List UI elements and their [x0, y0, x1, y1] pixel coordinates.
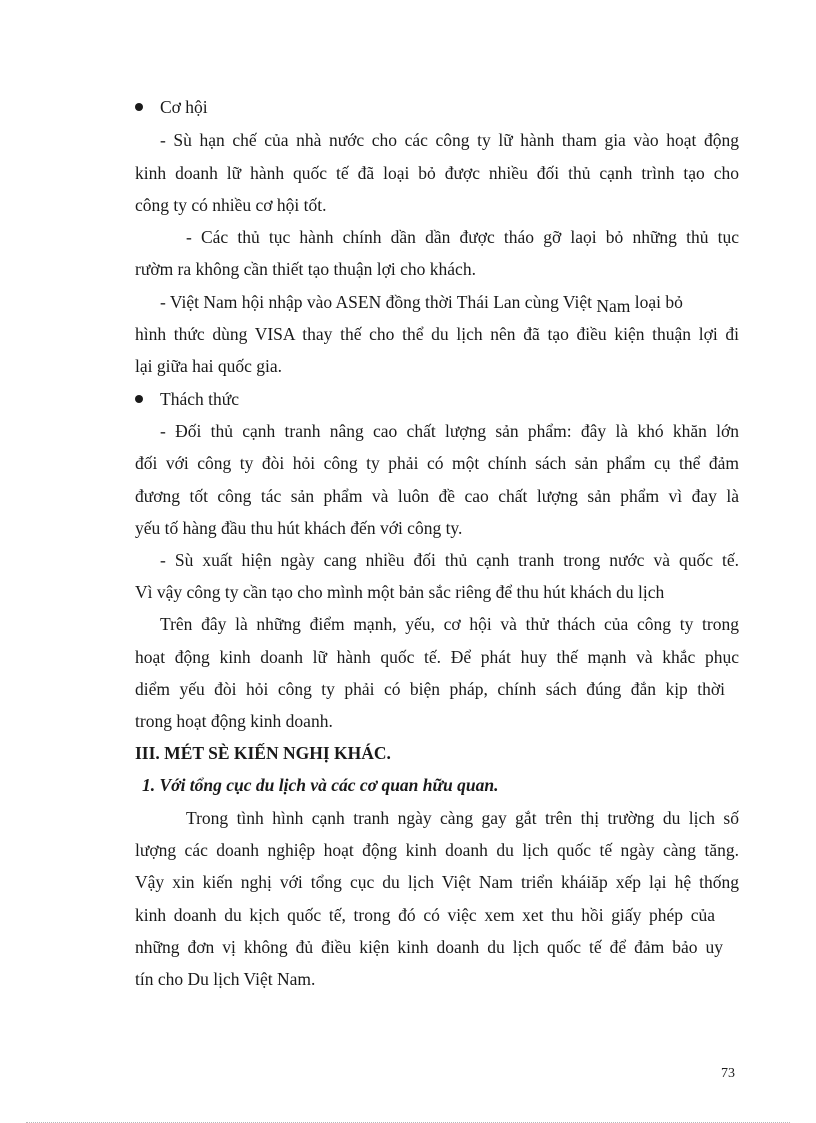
text-line: - Các thủ tục hành chính dần dần được tháo gỡ laọi bỏ những thủ tục — [186, 227, 739, 247]
text-line: - Sù xuất hiện ngày cang nhiều đối thủ cạnh tranh trong nước và quốc tế. — [160, 550, 739, 570]
text-line: - Sù hạn chế của nhà nước cho các công ty lữ hành tham gia vào hoạt động — [160, 130, 739, 150]
text-line: đương tốt công tác sản phẩm và luôn đề cao chất lượng sản phẩm vì đay là — [135, 486, 739, 506]
text-line: những đơn vị không đủ điều kiện kinh doanh du lịch quốc tế để đảm bảo uy — [135, 937, 723, 957]
text-line: kinh doanh du kịch quốc tế, trong đó có việc xem xet thu hồi giấy phép của — [135, 905, 715, 925]
text-line: Trong tình hình cạnh tranh ngày càng gay gắt trên thị trường du lịch số — [186, 808, 739, 828]
text-line: yếu tố hàng đầu thu hút khách đến với công ty. — [135, 518, 463, 538]
text-segment: - Việt Nam hội nhập vào ASEN đồng thời Thái Lan cùng Việt — [160, 292, 592, 312]
text-line: lại giữa hai quốc gia. — [135, 356, 283, 376]
text-segment: Nam — [596, 296, 631, 316]
text-line: hoạt động kinh doanh lữ hành quốc tế. Để phát huy thế mạnh và khắc phục — [135, 647, 739, 667]
text-line: diểm yếu đòi hỏi công ty phải có biện pháp, chính sách đúng đắn kịp thời — [135, 679, 725, 699]
page-number: 73 — [721, 1066, 735, 1081]
text-line: rườm ra không cần thiết tạo thuận lợi cho khách. — [135, 259, 476, 279]
text-line: Trên đây là những điểm mạnh, yếu, cơ hội và thử thách của công ty trong — [160, 614, 739, 634]
text-line: - Đối thủ cạnh tranh nâng cao chất lượng sản phẩm: đây là khó khăn lớn — [160, 421, 739, 441]
bullet-opportunities: Cơ hội — [160, 97, 208, 117]
bullet-challenges: Thách thức — [160, 389, 239, 409]
text-line: trong hoạt động kinh doanh. — [135, 711, 333, 731]
text-line: hình thức dùng VISA thay thế cho thể du lịch nên đã tạo điều kiện thuận lợi đi — [135, 324, 739, 344]
section-heading: III. MÉT SÈ KIẾN NGHỊ KHÁC. — [135, 743, 391, 763]
text-line: kinh doanh lữ hành quốc tế đã loại bỏ được nhiều đối thủ cạnh trình tạo cho — [135, 163, 739, 183]
text-line: công ty có nhiều cơ hội tốt. — [135, 195, 327, 215]
subsection-heading: 1. Với tổng cục du lịch và các cơ quan hữu quan. — [142, 775, 499, 795]
text-line: đối với công ty đòi hỏi công ty phải có một chính sách sản phẩm cụ thể đảm — [135, 453, 739, 473]
bullet-dot — [135, 103, 143, 111]
text-line: lượng các doanh nghiệp hoạt động kinh doanh du lịch quốc tế ngày càng tăng. — [135, 840, 739, 860]
bullet-dot — [135, 395, 143, 403]
text-line — [160, 291, 739, 316]
text-line: tín cho Du lịch Việt Nam. — [135, 969, 316, 989]
text-line: Vì vậy công ty cần tạo cho mình một bản sắc riêng để thu hút khách du lịch — [135, 582, 665, 602]
text-line: Vậy xin kiến nghị với tổng cục du lịch Việt Nam triển kháiăp xếp lại hệ thống — [135, 872, 739, 892]
text-segment: loại bỏ — [634, 292, 683, 312]
